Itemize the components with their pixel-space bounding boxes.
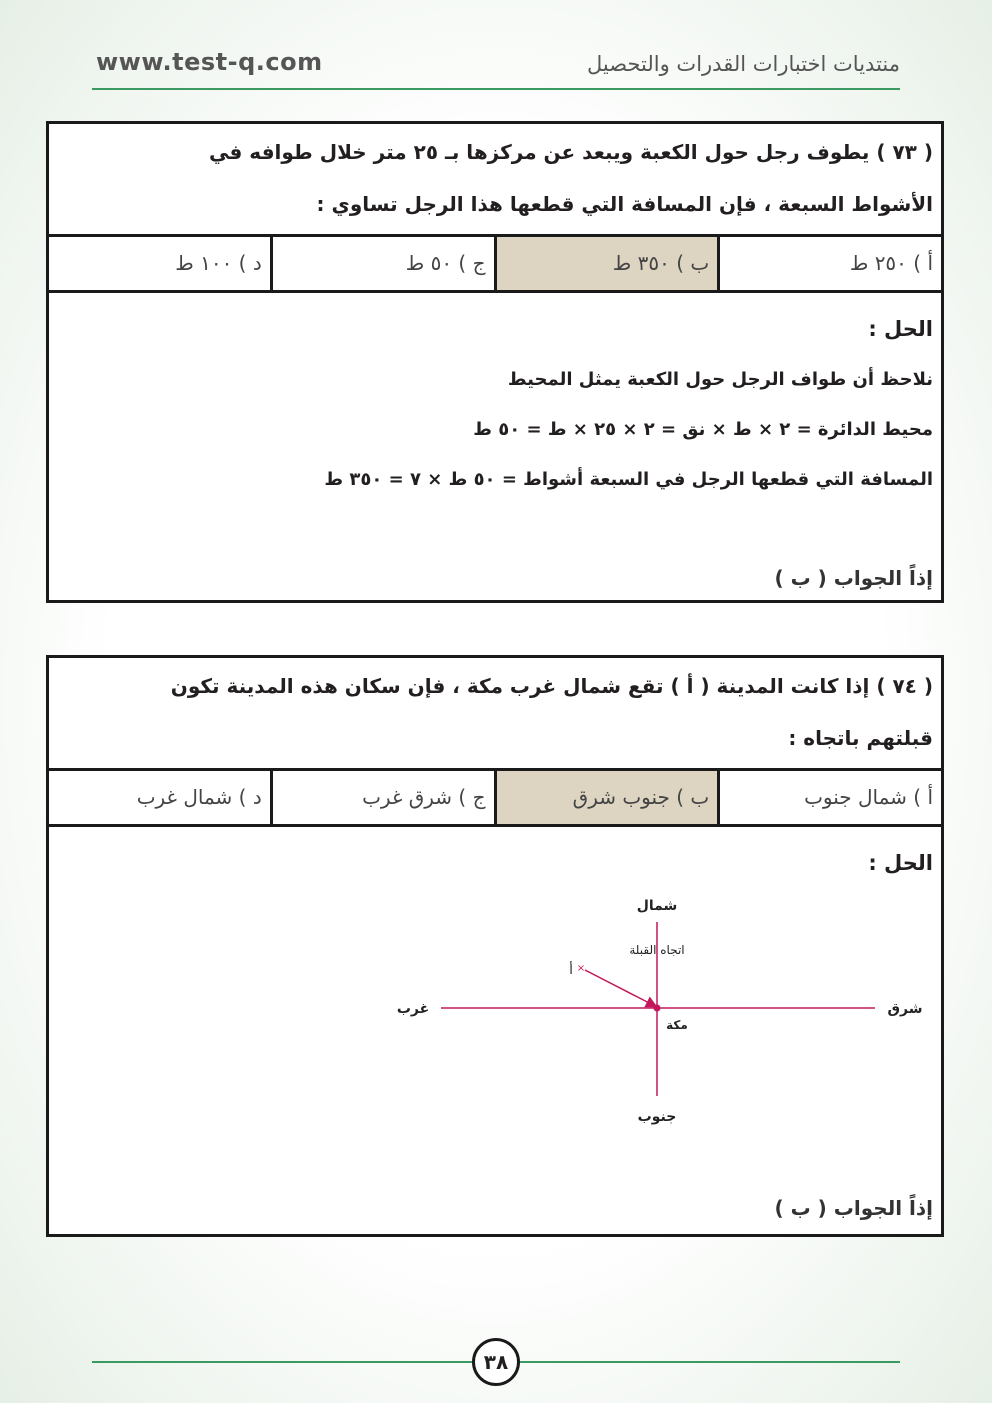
question-73-line-1: ( ٧٣ ) يطوف رجل حول الكعبة ويبعد عن مركزها بـ ٢٥ متر خلال طوافه في (209, 140, 933, 164)
site-title: منتديات اختبارات القدرات والتحصيل (587, 52, 900, 76)
east-label: شرق (887, 1001, 923, 1017)
choice-b-correct[interactable]: ب ) ٣٥٠ ط (494, 237, 718, 290)
choice-c[interactable]: ج ) ٥٠ ط (270, 237, 494, 290)
compass-diagram (381, 884, 937, 1134)
question-74-text (49, 658, 941, 768)
choice-d[interactable]: د ) شمال غرب (136, 785, 262, 809)
city-a-label: أ (569, 963, 573, 978)
north-label: شمال (636, 898, 678, 914)
qibla-direction-label: اتجاه القبلة (629, 943, 685, 957)
question-73-text (49, 124, 941, 234)
header-divider (92, 88, 900, 90)
question-74-line-2: قبلتهم باتجاه : (788, 726, 933, 750)
footer-divider-left (92, 1361, 472, 1363)
question-74-line-1: ( ٧٤ ) إذا كانت المدينة ( أ ) تقع شمال غرب مكة ، فإن سكان هذه المدينة تكون (170, 674, 933, 698)
question-73-line-2: الأشواط السبعة ، فإن المسافة التي قطعها هذا الرجل تساوي : (316, 192, 933, 216)
south-label: جنوب (637, 1109, 677, 1125)
question-74-solution (49, 827, 941, 889)
makkah-label: مكة (666, 1018, 688, 1032)
solution-line-3: المسافة التي قطعها الرجل في السبعة أشواط = ٥٠ ط × ٧ = ٣٥٠ ط (324, 469, 933, 490)
footer-divider-right (520, 1361, 900, 1363)
question-73-choices (49, 234, 941, 293)
question-73-box (46, 121, 944, 603)
makkah-point (654, 1005, 661, 1012)
solution-label: الحل : (868, 317, 933, 341)
choice-d[interactable]: د ) ١٠٠ ط (175, 251, 262, 275)
solution-line-1: نلاحظ أن طواف الرجل حول الكعبة يمثل المحيط (507, 369, 933, 390)
question-74-box (46, 655, 944, 1237)
page-number: ٣٨ (472, 1338, 520, 1386)
solution-line-2: محيط الدائرة = ٢ × ط × نق = ٢ × ٢٥ × ط = ٥٠ ط (473, 419, 933, 440)
choice-a[interactable]: أ ) شمال جنوب (717, 771, 941, 824)
west-label: غرب (396, 1001, 430, 1017)
question-74-choices (49, 768, 941, 827)
choice-c[interactable]: ج ) شرق غرب (270, 771, 494, 824)
site-url[interactable]: www.test-q.com (96, 48, 323, 76)
qibla-arrow (585, 970, 655, 1006)
solution-label: الحل : (868, 851, 933, 875)
choice-a[interactable]: أ ) ٢٥٠ ط (717, 237, 941, 290)
choice-b-correct[interactable]: ب ) جنوب شرق (494, 771, 718, 824)
city-a-marker: × (576, 963, 586, 974)
question-73-solution (49, 293, 941, 505)
question-74-answer: إذاً الجواب ( ب ) (774, 1196, 933, 1220)
question-73-answer: إذاً الجواب ( ب ) (774, 566, 933, 590)
